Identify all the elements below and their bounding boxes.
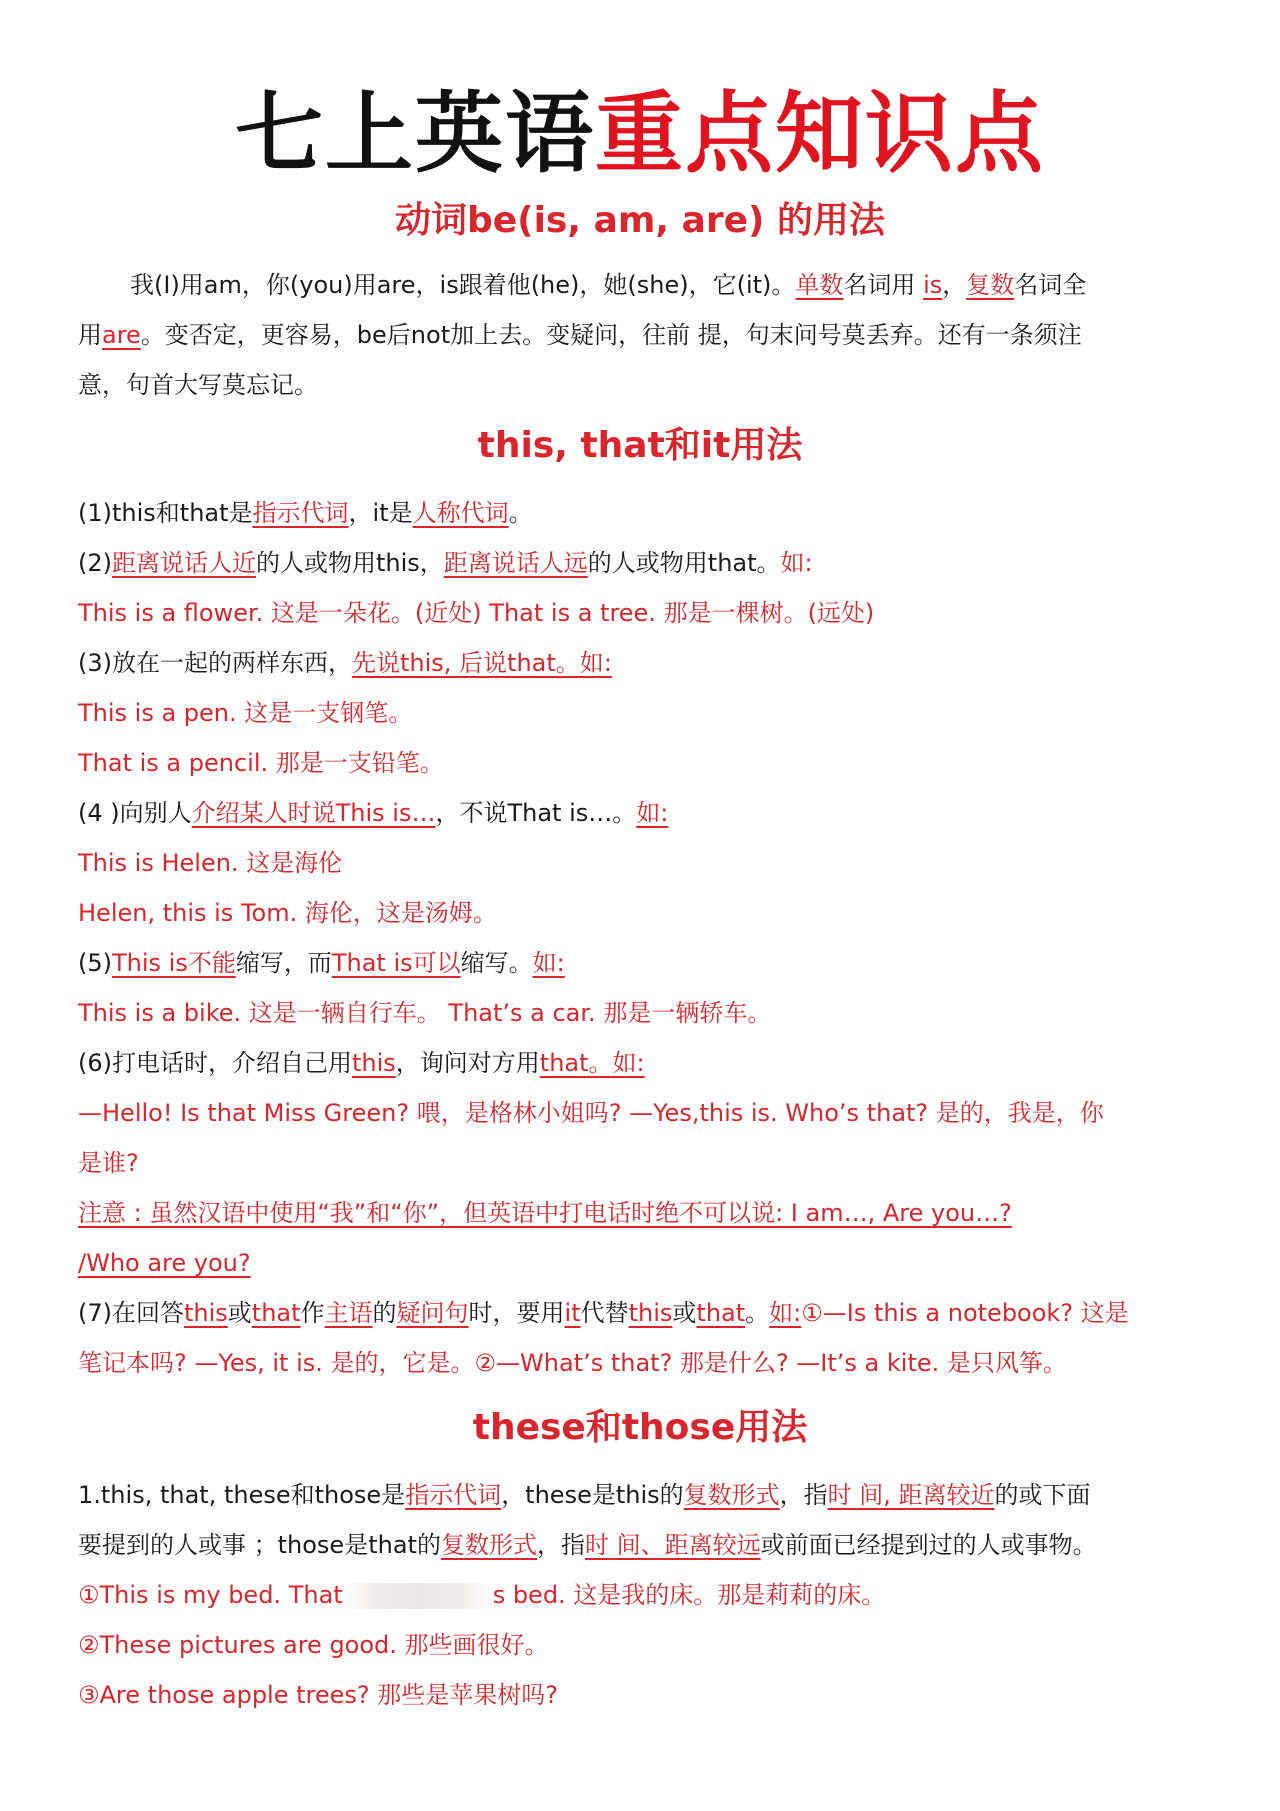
this-that-point-7: (7)在回答this或that作主语的疑问句时，要用it代替this或that。如:①—Is this a notebook? 这是 — [78, 1299, 1129, 1327]
title-red-part: 重点知识点 — [595, 81, 1046, 185]
phone-note-line-2: /Who are you? — [78, 1249, 251, 1277]
be-paragraph-line-2: 用are。变否定，更容易，be后not加上去。变疑问，往前 提，句末问号莫丢弃。还有一条须注 — [78, 321, 1082, 349]
this-that-point-1: (1)this和that是指示代词，it是人称代词。 — [78, 499, 533, 527]
this-that-example-5: This is a bike. 这是一辆自行车。 That’s a car. 那是一辆轿车。 — [78, 999, 772, 1027]
these-those-line-2: 要提到的人或事 ；those是that的复数形式，指时 间、距离较远或前面已经提到过的人或事物。 — [78, 1531, 1097, 1559]
this-that-point-5: (5)This is不能缩写，而That is可以缩写。如: — [78, 949, 565, 977]
this-that-example-3b: That is a pencil. 那是一支铅笔。 — [78, 749, 444, 777]
this-that-example-4b: Helen, this is Tom. 海伦，这是汤姆。 — [78, 899, 497, 927]
heading-this-that-it: this, that和it用法 — [477, 425, 803, 466]
these-those-line-1: 1.this, that, these和those是指示代词，these是this的复数形式，指时 间, 距离较近的或下面 — [78, 1481, 1091, 1509]
phone-note-line-1: 注意 : 虽然汉语中使用“我”和“你”，但英语中打电话时绝不可以说: I am…, Are you…? — [78, 1199, 1012, 1227]
this-that-point-4: (4 )向别人介绍某人时说This is…，不说That is…。如: — [78, 799, 669, 827]
document-title — [0, 78, 1280, 188]
blurred-redaction — [343, 1583, 493, 1609]
these-those-example-1: ①This is my bed. That s bed. 这是我的床。那是莉莉的床。 — [78, 1581, 886, 1609]
this-that-example-2: This is a flower. 这是一朵花。(近处) That is a tree. 那是一棵树。(远处) — [78, 599, 875, 627]
this-that-example-3a: This is a pen. 这是一支钢笔。 — [78, 699, 413, 727]
this-that-example-6b: 是谁? — [78, 1149, 139, 1177]
this-that-point-6: (6)打电话时，介绍自己用this，询问对方用that。如: — [78, 1049, 645, 1077]
title-black-part: 七上英语 — [234, 81, 595, 185]
be-paragraph-line-3: 意，句首大写莫忘记。 — [78, 371, 318, 399]
this-that-example-4a: This is Helen. 这是海伦 — [78, 849, 343, 877]
these-those-example-2: ②These pictures are good. 那些画很好。 — [78, 1631, 549, 1659]
this-that-example-7: 笔记本吗? —Yes, it is. 是的，它是。②—What’s that? 那是什么? —It’s a kite. 是只风筝。 — [78, 1349, 1067, 1377]
heading-these-those: these和those用法 — [472, 1407, 808, 1448]
these-those-example-3: ③Are those apple trees? 那些是苹果树吗? — [78, 1681, 558, 1709]
be-paragraph-line-1: 我(I)用am，你(you)用are，is跟着他(he)，她(she)，它(it)。单数名词用 is，复数名词全 — [130, 271, 1087, 299]
this-that-point-3: (3)放在一起的两样东西，先说this, 后说that。如: — [78, 649, 612, 677]
this-that-example-6a: —Hello! Is that Miss Green? 喂，是格林小姐吗? —Yes,this is. Who’s that? 是的，我是，你 — [78, 1099, 1104, 1127]
this-that-point-2: (2)距离说话人近的人或物用this，距离说话人远的人或物用that。如: — [78, 549, 813, 577]
heading-be-verb: 动词be(is, am, are) 的用法 — [394, 200, 886, 241]
